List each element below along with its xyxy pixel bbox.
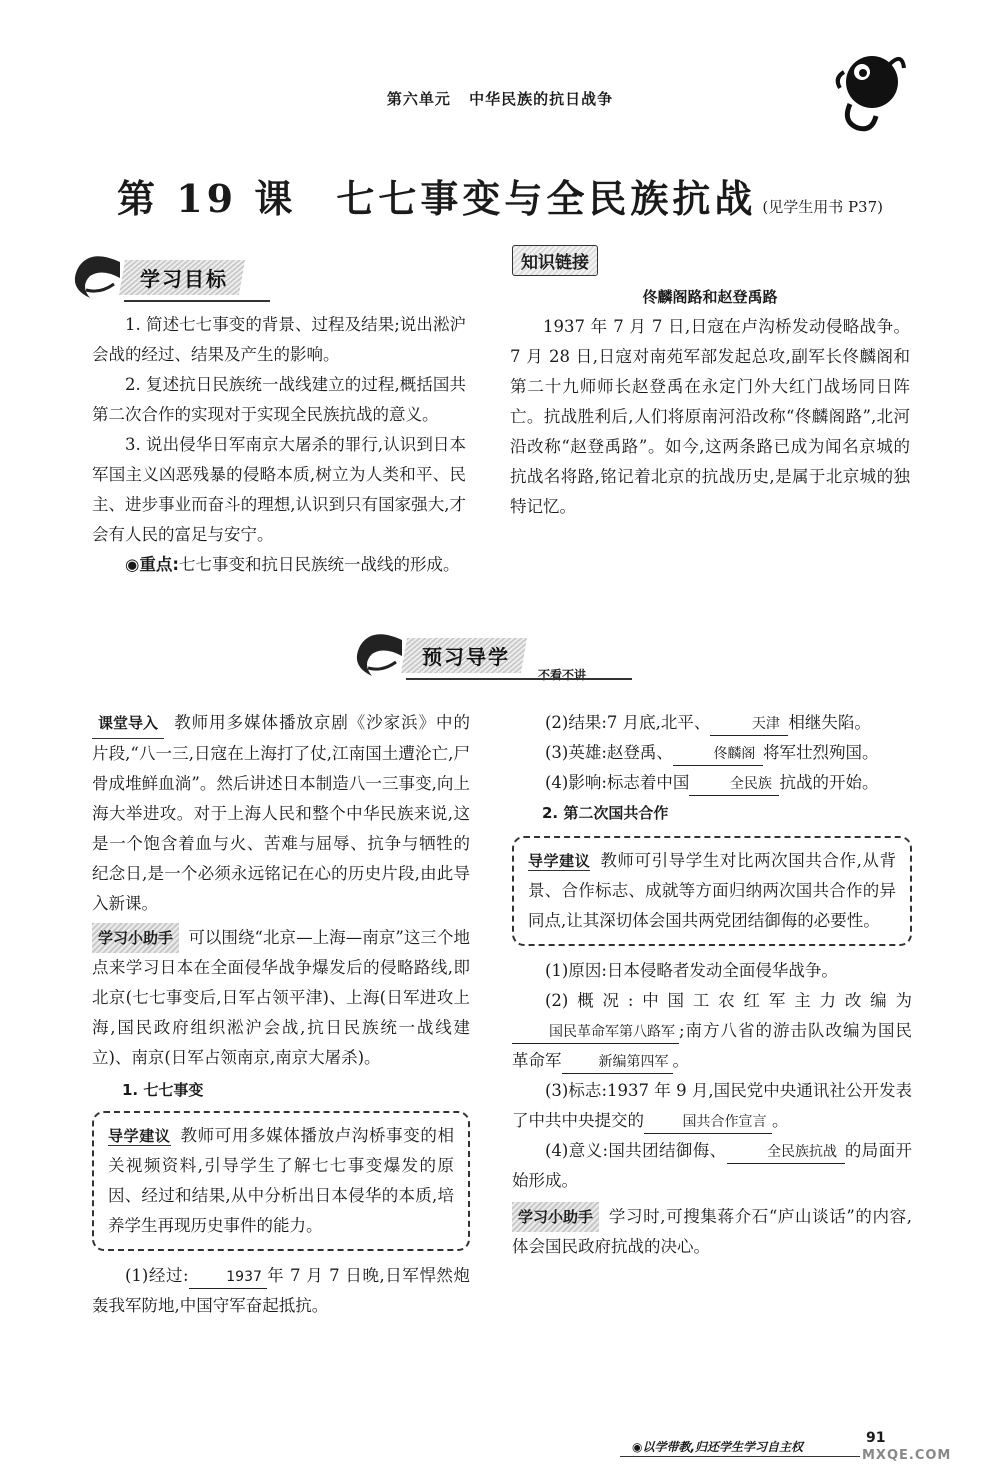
mascot-icon	[832, 42, 908, 134]
item-process: (1)经过: 1937 年 7 月 7 日晚,日军悍然炮轰我军防地,中国守军奋起抵抗。	[92, 1266, 470, 1315]
guide-paragraph	[108, 1121, 454, 1241]
page-number: 91	[866, 1430, 886, 1446]
left-column	[92, 708, 470, 1321]
answer-blank: 国共合作宣言	[644, 1111, 772, 1134]
helper-paragraph	[92, 923, 470, 1073]
answer-blank: 佟麟阁	[673, 743, 763, 766]
guide-label: 导学建议	[108, 1127, 171, 1145]
intro-tag: 课堂导入	[92, 708, 164, 739]
footer-slogan: ◉以学带教,归还学生学习自主权	[632, 1440, 804, 1454]
cooperation-meaning: (4)意义:国共团结御侮、 全民族抗战 的局面开始形成。	[512, 1141, 912, 1190]
objectives-list	[92, 310, 466, 580]
key-point: ◉重点:七七事变和抗日民族统一战线的形成。	[125, 555, 460, 574]
answer-blank: 新编第四军	[562, 1051, 673, 1074]
objective-item: 2. 复述抗日民族统一战线建立的过程,概括国共第二次合作的实现对于实现全民族抗战的意义。	[92, 375, 466, 424]
objectives-banner	[60, 248, 270, 308]
knowledge-body	[510, 312, 910, 522]
helper-paragraph	[512, 1202, 912, 1262]
footer-divider	[620, 1456, 860, 1457]
preview-banner	[342, 626, 632, 686]
item-heroes: (3)英雄:赵登禹、 佟麟阁 将军壮烈殉国。	[512, 738, 912, 768]
cooperation-overview: (2)概况:中国工农红军主力改编为国民革命军第八路军 ;南方八省的游击队改编为国民革命军 新编第四军 。	[512, 986, 912, 1076]
unit-number: 第六单元	[386, 90, 451, 108]
helper-tag: 学习小助手	[512, 1202, 599, 1232]
guide-box	[512, 836, 912, 946]
item-result: (2)结果:7 月底,北平、 天津 相继失陷。	[512, 708, 912, 738]
lesson-reference: (见学生用书 P37)	[762, 198, 883, 216]
guide-box	[92, 1111, 470, 1251]
helper-tag: 学习小助手	[92, 923, 179, 953]
answer-blank: 全民族抗战	[727, 1141, 845, 1164]
lesson-title	[0, 168, 1000, 223]
intro-text: 教师用多媒体播放京剧《沙家浜》中的片段,“八一三,日寇在上海打了仗,江南国土遭沦亡,尸骨成堆鲜血淌”。然后讲述日本制造八一三事变,向上海大举进攻。对于上海人民和整个中华民族来说,这是一个饱含着血与火、苦难与屈辱、抗争与牺牲的纪念日,是一个必须永远铭记在心的历史片段,由此导入新课。	[92, 713, 470, 913]
watermark: MXQE.COM	[862, 1448, 952, 1463]
item-impact: (4)影响:标志着中国 全民族 抗战的开始。	[512, 768, 912, 798]
objective-item: 1. 简述七七事变的背景、过程及结果;说出淞沪会战的经过、结果及产生的影响。	[92, 315, 466, 364]
section-heading: 1. 七七事变	[122, 1081, 204, 1099]
knowledge-tag: 知识链接	[512, 245, 598, 276]
guide-text: 教师可引导学生对比两次国共合作,从背景、合作标志、成就等方面归纳两次国共合作的异同点,让其深切体会国共两党团结御侮的必要性。	[528, 851, 896, 930]
knowledge-text: 1937 年 7 月 7 日,日寇在卢沟桥发动侵略战争。7 月 28 日,日寇对南苑军部发起总攻,副军长佟麟阁和第二十九师师长赵登禹在永定门外大红门战场同日阵亡。抗战胜利后,人们将原南河沿改称“佟麟阁路”,北河沿改称“赵登禹路”。如今,这两条路已成为闻名京城的抗战名将路,铭记着北京的抗战历史,是属于北京城的独特记忆。	[510, 317, 910, 516]
cooperation-sign: (3)标志:1937 年 9 月,国民党中央通讯社公开发表了中共中央提交的 国共合作宣言 。	[512, 1076, 912, 1136]
preview-banner-sub: 不看不讲	[538, 668, 587, 682]
objectives-banner-label: 学习目标	[119, 260, 245, 295]
section-heading: 2. 第二次国共合作	[542, 804, 669, 822]
swirl-icon	[342, 626, 412, 686]
lesson-number: 第 19 课	[116, 176, 297, 221]
intro-paragraph	[92, 708, 470, 919]
unit-title: 中华民族的抗日战争	[469, 90, 614, 108]
answer-blank: 国民革命军第八路军	[512, 1021, 679, 1044]
guide-text: 教师可用多媒体播放卢沟桥事变的相关视频资料,引导学生了解七七事变爆发的原因、经过和结果,从中分析出日本侵华的本质,培养学生再现历史事件的能力。	[108, 1126, 454, 1235]
preview-banner-label: 预习导学	[401, 638, 527, 673]
answer-blank: 天津	[710, 713, 788, 736]
helper-text: 可以围绕“北京—上海—南京”这三个地点来学习日本在全面侵华战争爆发后的侵略路线,即北京(七七事变后,日军占领平津)、上海(日军进攻上海,国民政府组织淞沪会战,抗日民族统一战线建立)、南京(日军占领南京,南京大屠杀)。	[92, 928, 470, 1067]
cooperation-cause: (1)原因:日本侵略者发动全面侵华战争。	[545, 961, 838, 980]
right-column	[512, 708, 912, 1262]
lesson-name: 七七事变与全民族抗战	[336, 176, 757, 221]
objective-item: 3. 说出侵华日军南京大屠杀的罪行,认识到日本军国主义凶恶残暴的侵略本质,树立为人类和平、民主、进步事业而奋斗的理想,认识到只有国家强大,才会有人民的富足与安宁。	[92, 435, 466, 544]
helper-text: 学习时,可搜集蒋介石“庐山谈话”的内容,体会国民政府抗战的决心。	[512, 1207, 912, 1256]
guide-paragraph	[528, 846, 896, 936]
answer-blank: 1937	[189, 1266, 267, 1289]
answer-blank: 全民族	[689, 773, 779, 796]
guide-label: 导学建议	[528, 852, 591, 870]
swirl-icon	[60, 248, 130, 308]
knowledge-heading: 佟麟阁路和赵登禹路	[642, 288, 778, 306]
